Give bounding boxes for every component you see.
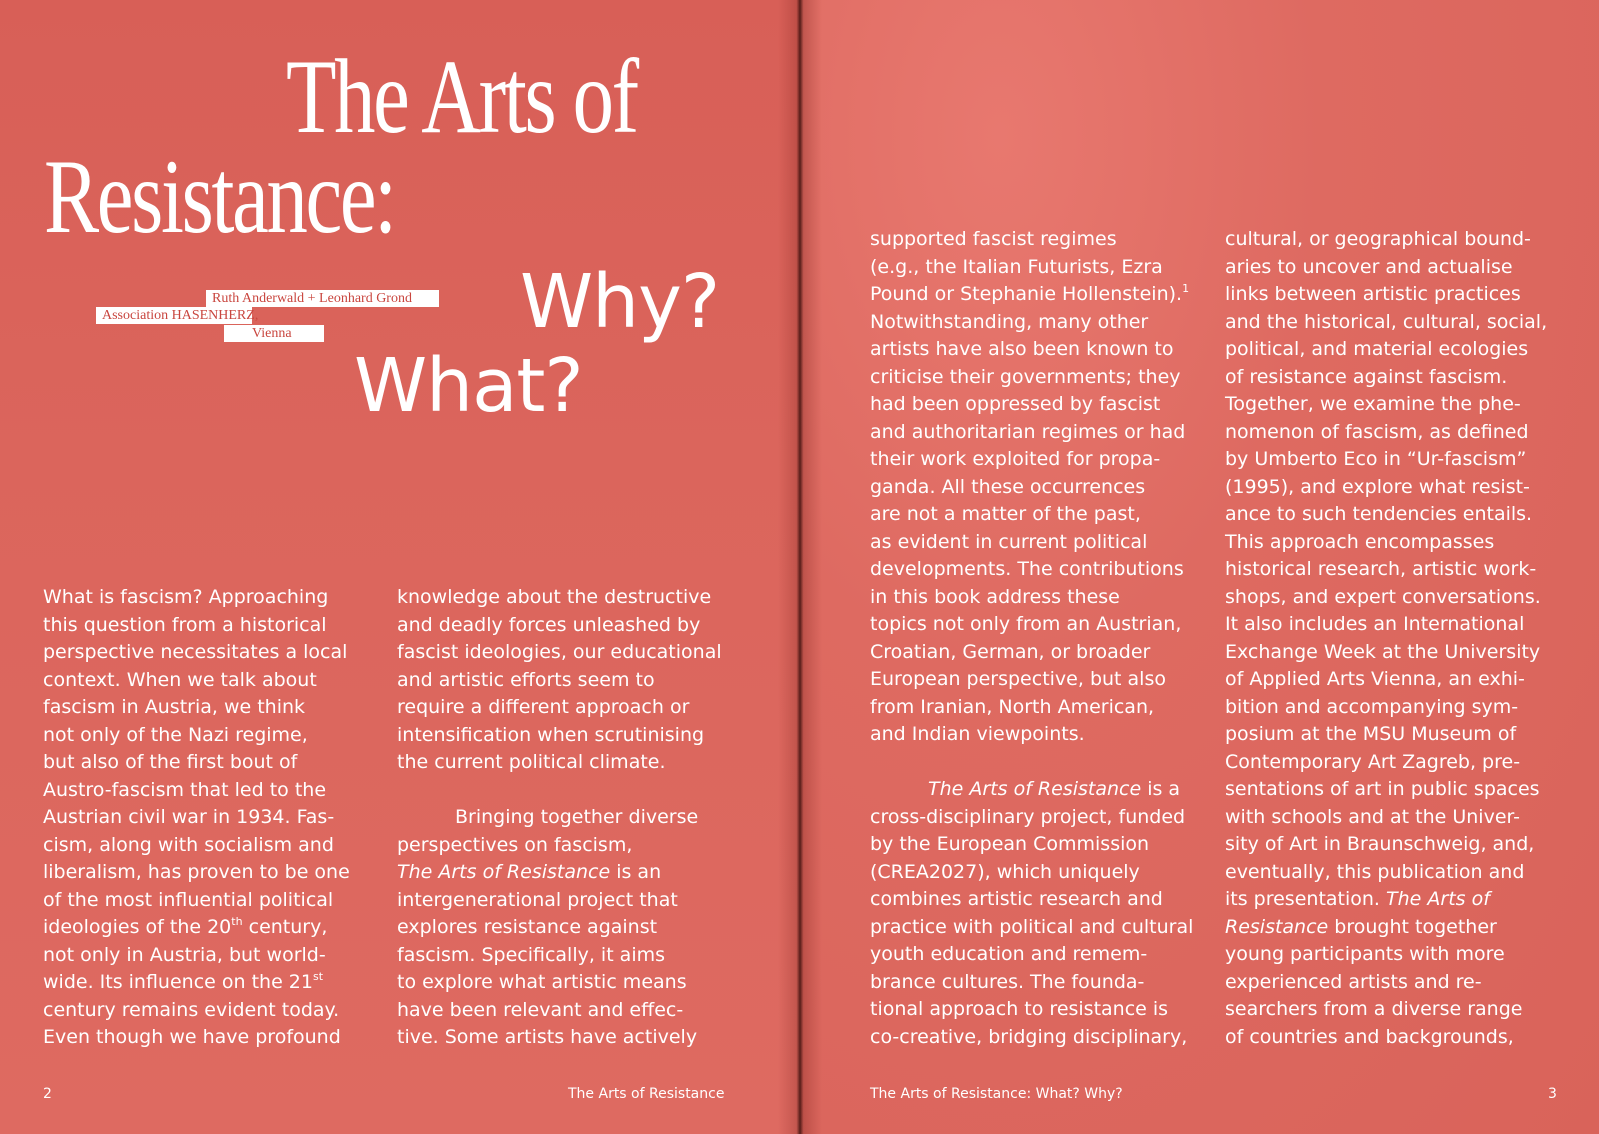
title-what: What? <box>354 343 583 429</box>
text-line: historical research, artistic work- <box>1225 558 1537 580</box>
text-line: ideologies of the 20th century, <box>43 915 328 938</box>
text-line: practice with political and cultural <box>870 915 1194 938</box>
text-line: perspectives on fascism, <box>397 833 633 856</box>
text-line: Pound or Stephanie Hollenstein).$^1$ <box>870 282 1190 305</box>
body-column-4 <box>1225 226 1547 1051</box>
text-line: the current political climate. <box>397 751 666 773</box>
text-line: tional approach to resistance is <box>870 998 1169 1020</box>
text-line: artists have also been known to <box>870 338 1174 360</box>
text-line: aries to uncover and actualise <box>1225 255 1513 278</box>
text-line: with schools and at the Univer- <box>1225 805 1520 828</box>
text-line: wide. Its influence on the 21st <box>43 970 324 993</box>
text-line: youth education and remem- <box>870 943 1148 965</box>
title-line-1: The Arts of <box>286 38 637 155</box>
text-line: ance to such tendencies entails. <box>1225 503 1533 525</box>
text-line: developments. The contributions <box>870 558 1184 580</box>
text-line: supported fascist regimes <box>870 228 1117 250</box>
text-line: perspective necessitates a local <box>43 641 348 663</box>
text-line: century remains evident today. <box>43 998 340 1021</box>
text-line: from Iranian, North American, <box>870 695 1155 718</box>
running-title-right: The Arts of Resistance: What? Why? <box>870 1086 1123 1102</box>
association-label: Association HASENHERZ, <box>96 307 252 324</box>
text-line: searchers from a diverse range <box>1225 998 1523 1020</box>
text-line: young participants with more <box>1225 943 1505 965</box>
text-line: sity of Art in Braunschweig, and, <box>1225 833 1535 855</box>
text-line: and deadly forces unleashed by <box>397 613 701 636</box>
text-line: as evident in current political <box>870 530 1148 553</box>
text-line: It also includes an International <box>1225 613 1525 635</box>
text-line: This approach encompasses <box>1225 530 1495 553</box>
paragraph-gap <box>397 777 722 805</box>
text-line: its presentation. The Arts of <box>1225 888 1490 910</box>
text-line: brance cultures. The founda- <box>870 970 1145 993</box>
page-number-right: 3 <box>1548 1086 1557 1102</box>
text-line: liberalism, has proven to be one <box>43 861 350 883</box>
text-line: What is fascism? Approaching <box>43 586 329 608</box>
text-line: combines artistic research and <box>870 888 1163 910</box>
text-line: of resistance against fascism. <box>1225 365 1508 388</box>
text-line: fascist ideologies, our educational <box>397 641 722 663</box>
text-line: co-creative, bridging disciplinary, <box>870 1025 1188 1048</box>
body-column-3 <box>870 226 1193 1051</box>
title-line-2: Resistance: <box>44 138 395 255</box>
text-line: have been relevant and effec- <box>397 998 684 1021</box>
text-line: Contemporary Art Zagreb, pre- <box>1225 750 1521 773</box>
text-line: (CREA2027), which uniquely <box>870 860 1140 883</box>
text-line: eventually, this publication and <box>1225 860 1525 883</box>
text-line: in this book address these <box>870 585 1120 608</box>
right-page <box>800 0 1599 1134</box>
text-line: fascism in Austria, we think <box>43 696 306 718</box>
text-line: and authoritarian regimes or had <box>870 420 1186 443</box>
text-line: Exchange Week at the University <box>1225 640 1541 663</box>
page-number-left: 2 <box>43 1086 52 1102</box>
text-line: knowledge about the destructive <box>397 586 712 608</box>
text-line: intensification when scrutinising <box>397 723 705 746</box>
text-line: ganda. All these occurrences <box>870 475 1146 498</box>
text-line: cultural, or geographical bound- <box>1225 228 1531 250</box>
running-title-left: The Arts of Resistance <box>568 1086 725 1102</box>
text-line: criticise their governments; they <box>870 365 1181 388</box>
text-line: political, and material ecologies <box>1225 338 1529 360</box>
text-line: context. When we talk about <box>43 668 317 691</box>
text-line: shops, and expert conversations. <box>1225 585 1541 608</box>
text-line: of countries and backgrounds, <box>1225 1025 1514 1048</box>
text-line: this question from a historical <box>43 613 327 636</box>
text-line: bition and accompanying sym- <box>1225 695 1519 718</box>
text-line: sentations of art in public spaces <box>1225 778 1540 800</box>
text-line: fascism. Specifically, it aims <box>397 943 666 966</box>
text-line: explores resistance against <box>397 916 658 938</box>
text-line: their work exploited for propa- <box>870 448 1161 470</box>
paragraph-gap <box>870 749 1193 777</box>
text-line: to explore what artistic means <box>397 971 687 993</box>
text-line: experienced artists and re- <box>1225 970 1482 993</box>
text-line: are not a matter of the past, <box>870 503 1141 525</box>
text-line: of Applied Arts Vienna, an exhi- <box>1225 668 1525 690</box>
author-names-label: Ruth Anderwald + Leonhard Grond <box>206 290 439 307</box>
text-line: posium at the MSU Museum of <box>1225 723 1517 745</box>
text-line: links between artistic practices <box>1225 283 1521 305</box>
text-line: and artistic efforts seem to <box>397 668 655 691</box>
text-line: by the European Commission <box>870 833 1150 855</box>
text-line: by Umberto Eco in “Ur-fascism” <box>1225 448 1527 470</box>
text-line: require a different approach or <box>397 696 690 718</box>
body-column-1 <box>43 584 350 1052</box>
book-gutter <box>778 0 822 1134</box>
text-line: The Arts of Resistance is a <box>928 778 1181 800</box>
city-label: Vienna <box>224 325 324 342</box>
title-why: Why? <box>520 259 720 345</box>
text-line: Together, we examine the phe- <box>1225 393 1521 415</box>
text-line: Bringing together diverse <box>455 806 699 828</box>
text-line: Even though we have profound <box>43 1026 341 1048</box>
text-line: and Indian viewpoints. <box>870 723 1085 745</box>
text-line: nomenon of fascism, as defined <box>1225 420 1529 443</box>
text-line: had been oppressed by fascist <box>870 393 1161 415</box>
text-line: Austro-fascism that led to the <box>43 778 327 801</box>
text-line: Notwithstanding, many other <box>870 310 1149 333</box>
text-line: (1995), and explore what resist- <box>1225 475 1530 498</box>
text-line: of the most influential political <box>43 888 334 911</box>
text-line: (e.g., the Italian Futurists, Ezra <box>870 255 1163 278</box>
text-line: intergenerational project that <box>397 888 678 911</box>
text-line: Austrian civil war in 1934. Fas- <box>43 806 335 828</box>
text-line: Resistance brought together <box>1225 915 1497 938</box>
text-line: not only of the Nazi regime, <box>43 723 308 746</box>
text-line: not only in Austria, but world- <box>43 943 326 966</box>
text-line: Croatian, German, or broader <box>870 640 1151 663</box>
text-line: tive. Some artists have actively <box>397 1026 698 1048</box>
text-line: cross-disciplinary project, funded <box>870 805 1186 828</box>
text-line: but also of the first bout of <box>43 751 298 773</box>
text-line: topics not only from an Austrian, <box>870 613 1182 635</box>
body-column-2 <box>397 584 722 1052</box>
text-line: cism, along with socialism and <box>43 833 334 856</box>
text-line: and the historical, cultural, social, <box>1225 310 1548 333</box>
text-line: The Arts of Resistance is an <box>397 861 662 883</box>
text-line: European perspective, but also <box>870 668 1166 690</box>
